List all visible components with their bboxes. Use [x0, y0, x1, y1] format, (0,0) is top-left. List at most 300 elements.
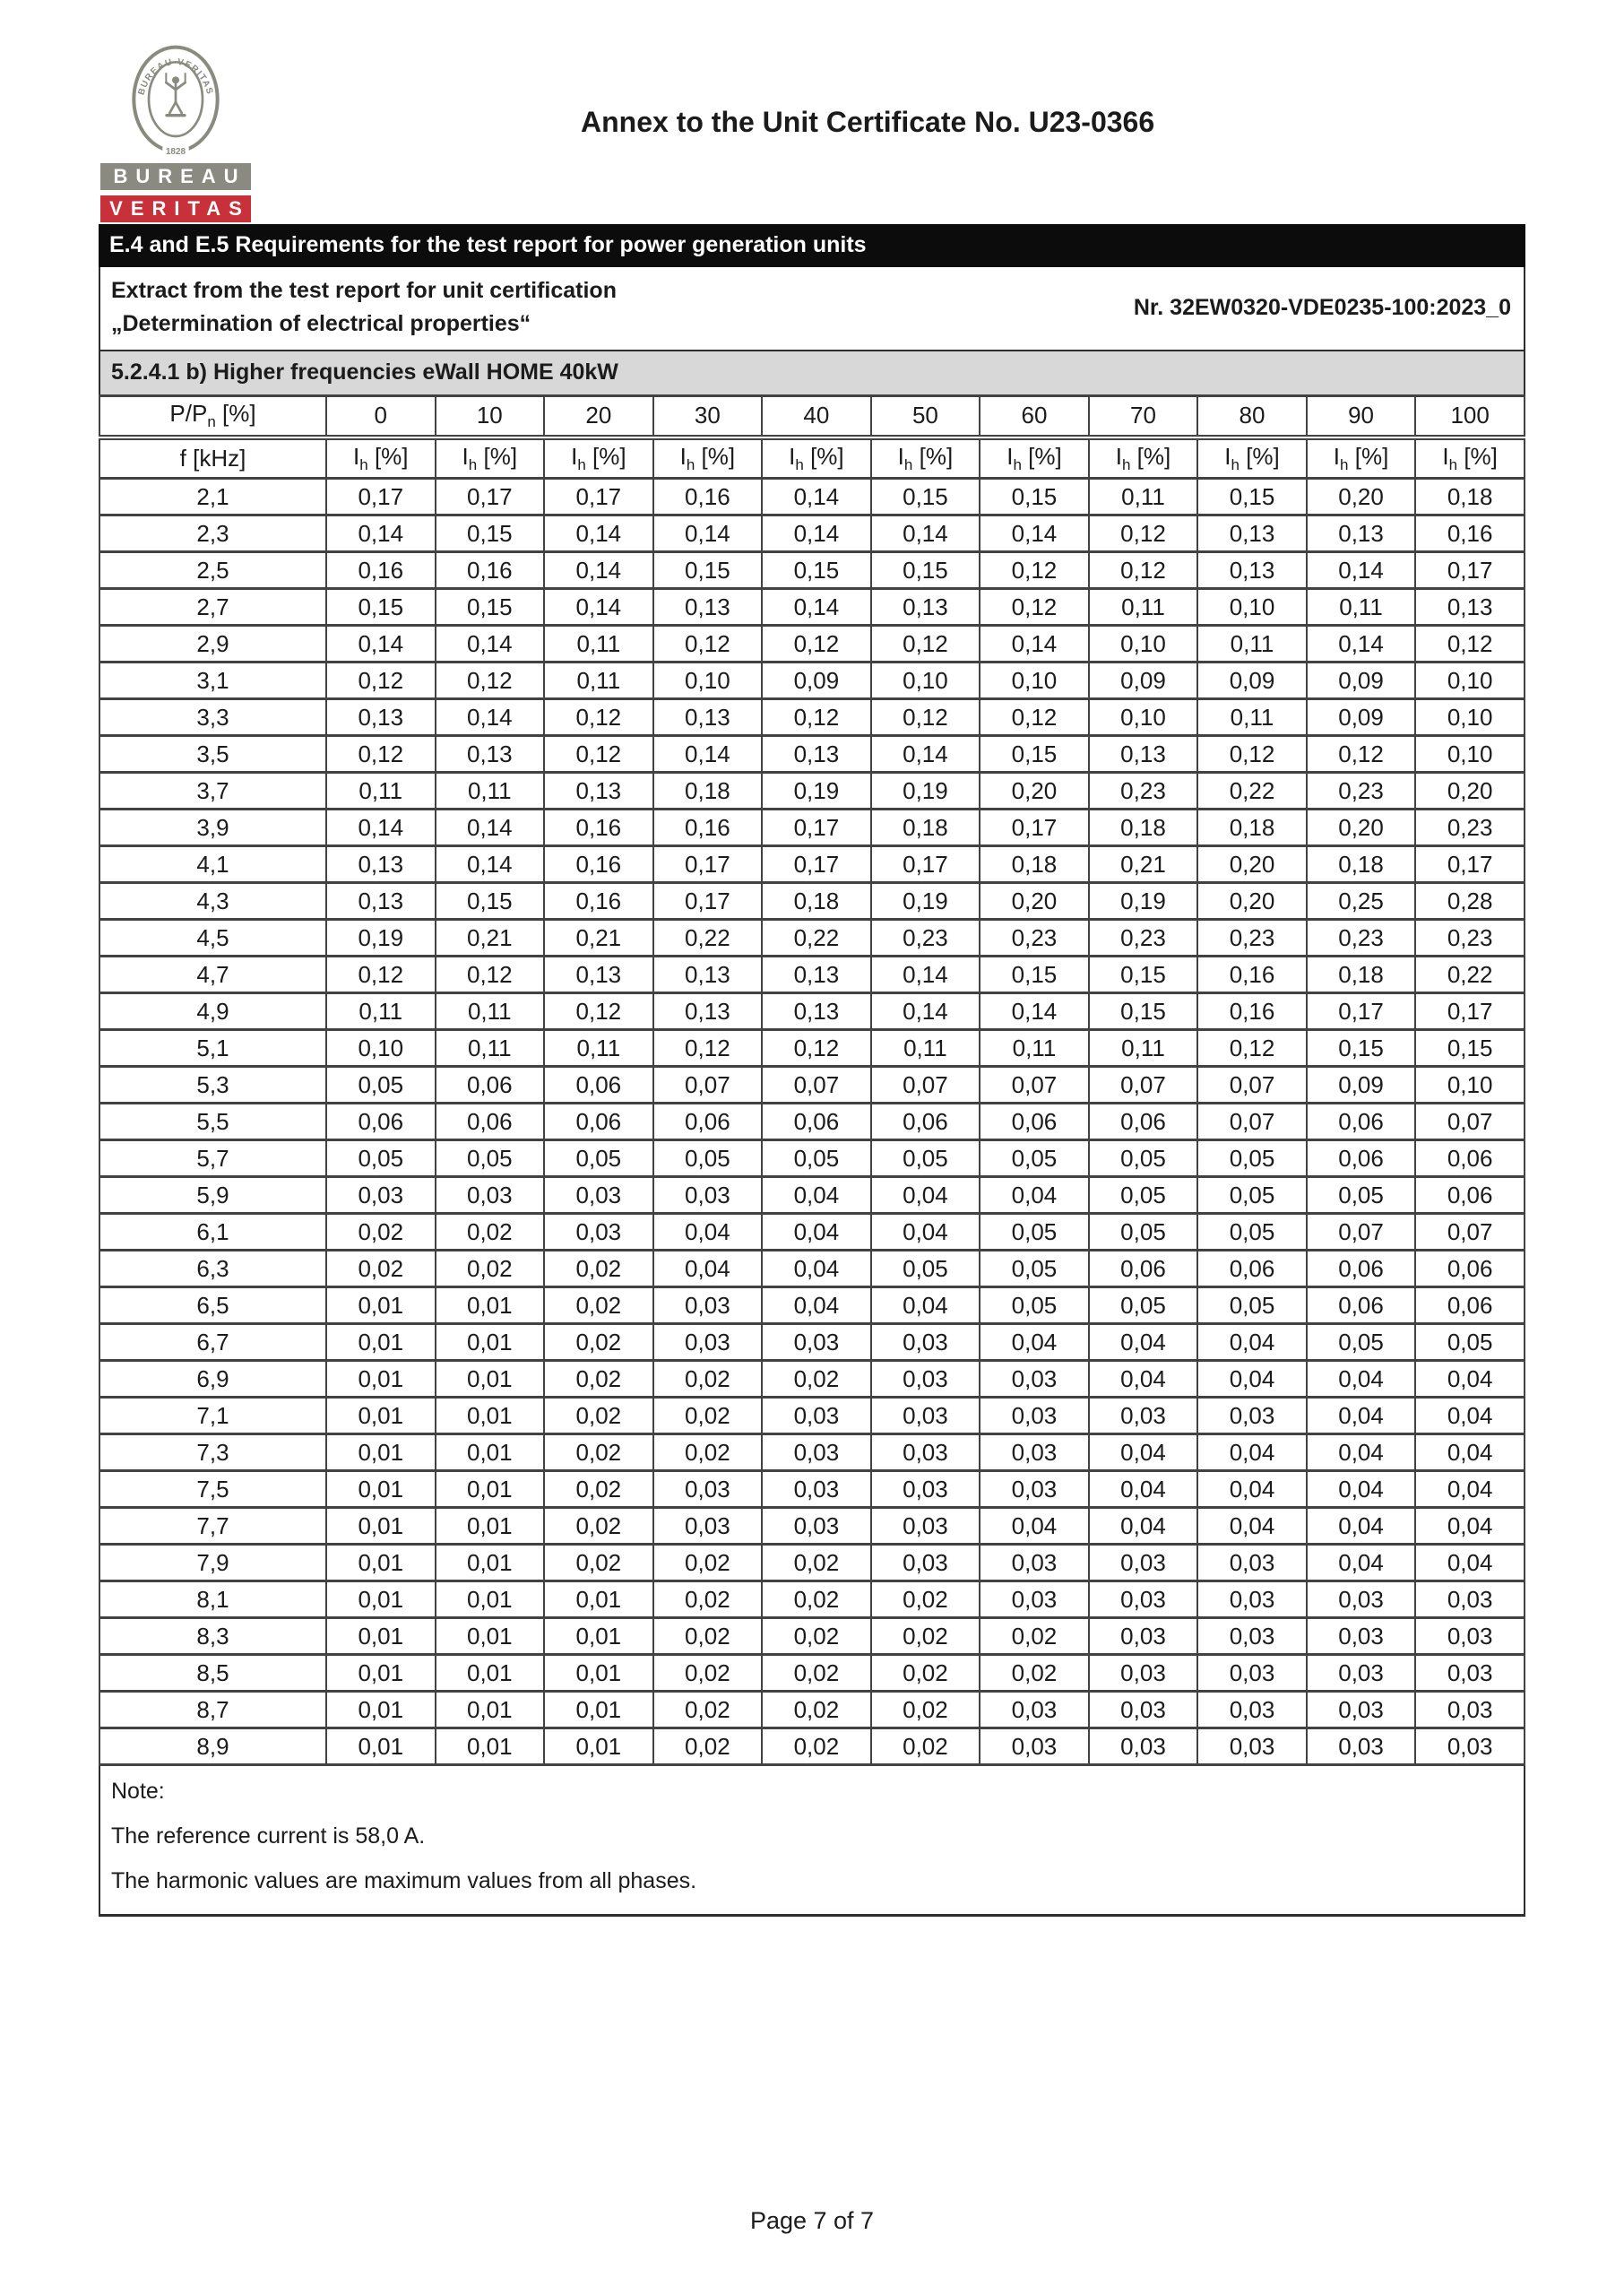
harmonic-value-cell: 0,02	[980, 1655, 1089, 1692]
note-block	[99, 1766, 1525, 1917]
harmonic-value-cell: 0,13	[653, 957, 763, 993]
harmonic-value-cell: 0,03	[1307, 1692, 1416, 1728]
harmonic-value-cell: 0,07	[1089, 1067, 1198, 1104]
harmonic-value-cell: 0,01	[436, 1471, 545, 1508]
harmonic-value-cell: 0,05	[1089, 1287, 1198, 1324]
harmonic-value-cell: 0,03	[1197, 1398, 1307, 1434]
bureau-veritas-logo	[100, 45, 251, 222]
harmonic-value-cell: 0,17	[871, 846, 980, 883]
frequency-cell: 2,1	[99, 479, 326, 515]
harmonic-value-cell: 0,15	[1089, 957, 1198, 993]
harmonic-value-cell: 0,01	[326, 1398, 436, 1434]
harmonic-value-cell: 0,03	[980, 1471, 1089, 1508]
frequency-cell: 7,5	[99, 1471, 326, 1508]
harmonic-value-cell: 0,09	[1307, 1067, 1416, 1104]
harmonic-value-cell: 0,05	[326, 1067, 436, 1104]
harmonic-value-cell: 0,11	[1197, 699, 1307, 736]
harmonic-value-cell: 0,06	[653, 1104, 763, 1140]
harmonic-value-cell: 0,21	[1089, 846, 1198, 883]
harmonic-value-cell: 0,03	[980, 1434, 1089, 1471]
harmonic-value-cell: 0,03	[871, 1508, 980, 1545]
harmonic-value-cell: 0,02	[653, 1618, 763, 1655]
table-row	[99, 626, 1525, 663]
harmonic-value-cell: 0,18	[1197, 810, 1307, 846]
extract-text	[111, 274, 617, 341]
harmonic-value-cell: 0,20	[1307, 479, 1416, 515]
harmonic-value-cell: 0,12	[653, 626, 763, 663]
harmonic-value-cell: 0,14	[762, 589, 871, 626]
harmonic-value-cell: 0,23	[1197, 920, 1307, 957]
harmonic-value-cell: 0,04	[1197, 1361, 1307, 1398]
harmonic-value-cell: 0,03	[980, 1545, 1089, 1581]
harmonic-value-cell: 0,01	[326, 1287, 436, 1324]
harmonic-value-cell: 0,04	[1089, 1471, 1198, 1508]
unit-header: $I_h$ [%]	[326, 437, 436, 479]
harmonic-value-cell: 0,12	[871, 699, 980, 736]
harmonic-value-cell: 0,04	[1089, 1508, 1198, 1545]
harmonic-value-cell: 0,10	[1415, 663, 1525, 699]
harmonic-value-cell: 0,01	[326, 1508, 436, 1545]
harmonic-value-cell: 0,10	[1415, 736, 1525, 773]
harmonic-value-cell: 0,16	[436, 552, 545, 589]
harmonic-value-cell: 0,15	[980, 479, 1089, 515]
harmonic-value-cell: 0,16	[544, 883, 653, 920]
harmonic-value-cell: 0,04	[762, 1251, 871, 1287]
harmonic-value-cell: 0,17	[326, 479, 436, 515]
table-row	[99, 957, 1525, 993]
harmonic-value-cell: 0,11	[871, 1030, 980, 1067]
harmonic-value-cell: 0,04	[1197, 1508, 1307, 1545]
harmonic-value-cell: 0,03	[1197, 1728, 1307, 1765]
harmonic-value-cell: 0,23	[1089, 920, 1198, 957]
harmonic-value-cell: 0,28	[1415, 883, 1525, 920]
report-number: Nr. 32EW0320-VDE0235-100:2023_0	[1133, 294, 1511, 320]
harmonic-value-cell: 0,12	[1197, 736, 1307, 773]
harmonic-value-cell: 0,03	[1197, 1618, 1307, 1655]
table-row	[99, 1471, 1525, 1508]
unit-header: $I_h$ [%]	[544, 437, 653, 479]
harmonic-value-cell: 0,19	[762, 773, 871, 810]
frequency-cell: 3,7	[99, 773, 326, 810]
frequency-cell: 6,7	[99, 1324, 326, 1361]
harmonic-value-cell: 0,12	[980, 552, 1089, 589]
harmonic-value-cell: 0,10	[871, 663, 980, 699]
harmonic-value-cell: 0,12	[871, 626, 980, 663]
harmonic-value-cell: 0,02	[871, 1618, 980, 1655]
harmonic-value-cell: 0,01	[326, 1581, 436, 1618]
harmonic-value-cell: 0,02	[653, 1434, 763, 1471]
emblem-arc-text: BUREAU VERITAS	[136, 56, 215, 97]
frequency-cell: 6,5	[99, 1287, 326, 1324]
harmonic-value-cell: 0,17	[762, 810, 871, 846]
harmonic-value-cell: 0,01	[436, 1508, 545, 1545]
harmonic-value-cell: 0,02	[653, 1398, 763, 1434]
harmonic-value-cell: 0,11	[436, 773, 545, 810]
power-level-header: 70	[1089, 396, 1198, 437]
frequency-cell: 8,1	[99, 1581, 326, 1618]
harmonic-value-cell: 0,01	[436, 1361, 545, 1398]
harmonic-value-cell: 0,14	[980, 515, 1089, 552]
table-row	[99, 883, 1525, 920]
harmonic-value-cell: 0,16	[544, 846, 653, 883]
harmonic-value-cell: 0,13	[762, 736, 871, 773]
harmonic-value-cell: 0,17	[653, 846, 763, 883]
harmonic-value-cell: 0,21	[544, 920, 653, 957]
harmonic-value-cell: 0,05	[653, 1140, 763, 1177]
harmonic-value-cell: 0,03	[1089, 1398, 1198, 1434]
harmonic-value-cell: 0,21	[436, 920, 545, 957]
harmonic-value-cell: 0,13	[544, 957, 653, 993]
harmonic-value-cell: 0,06	[544, 1067, 653, 1104]
harmonic-value-cell: 0,07	[1415, 1214, 1525, 1251]
harmonic-value-cell: 0,15	[980, 957, 1089, 993]
harmonic-value-cell: 0,13	[1307, 515, 1416, 552]
note-line-reference-current: The reference current is 58,0 A.	[111, 1823, 426, 1849]
harmonic-value-cell: 0,15	[326, 589, 436, 626]
harmonic-value-cell: 0,02	[544, 1471, 653, 1508]
table-row	[99, 773, 1525, 810]
harmonic-value-cell: 0,02	[762, 1618, 871, 1655]
harmonic-value-cell: 0,20	[980, 773, 1089, 810]
table-row	[99, 1434, 1525, 1471]
harmonic-value-cell: 0,06	[1415, 1287, 1525, 1324]
harmonic-value-cell: 0,07	[762, 1067, 871, 1104]
table-row	[99, 1692, 1525, 1728]
harmonic-value-cell: 0,04	[653, 1214, 763, 1251]
harmonic-value-cell: 0,04	[762, 1214, 871, 1251]
harmonic-value-cell: 0,03	[762, 1398, 871, 1434]
harmonic-value-cell: 0,14	[544, 589, 653, 626]
harmonic-value-cell: 0,02	[762, 1581, 871, 1618]
harmonic-value-cell: 0,03	[653, 1287, 763, 1324]
table-row	[99, 663, 1525, 699]
frequency-cell: 3,1	[99, 663, 326, 699]
harmonic-value-cell: 0,14	[653, 736, 763, 773]
harmonic-value-cell: 0,01	[436, 1618, 545, 1655]
harmonic-value-cell: 0,02	[871, 1728, 980, 1765]
harmonic-value-cell: 0,07	[1197, 1067, 1307, 1104]
frequency-cell: 2,7	[99, 589, 326, 626]
harmonic-value-cell: 0,14	[653, 515, 763, 552]
harmonic-value-cell: 0,06	[1415, 1140, 1525, 1177]
harmonic-value-cell: 0,16	[1197, 993, 1307, 1030]
harmonic-value-cell: 0,03	[544, 1214, 653, 1251]
unit-header: $I_h$ [%]	[1415, 437, 1525, 479]
harmonic-value-cell: 0,13	[326, 699, 436, 736]
harmonic-value-cell: 0,10	[326, 1030, 436, 1067]
table-row	[99, 515, 1525, 552]
page-title: Annex to the Unit Certificate No. U23-0366	[581, 106, 1155, 138]
unit-header: $I_h$ [%]	[653, 437, 763, 479]
harmonic-value-cell: 0,20	[1197, 883, 1307, 920]
harmonic-value-cell: 0,11	[544, 626, 653, 663]
harmonic-value-cell: 0,12	[653, 1030, 763, 1067]
harmonic-value-cell: 0,15	[1307, 1030, 1416, 1067]
harmonic-value-cell: 0,13	[871, 589, 980, 626]
harmonic-value-cell: 0,18	[1089, 810, 1198, 846]
logo-bureau-bar: BUREAU	[100, 163, 251, 190]
harmonic-value-cell: 0,09	[1197, 663, 1307, 699]
harmonic-value-cell: 0,01	[436, 1545, 545, 1581]
harmonic-value-cell: 0,17	[1415, 846, 1525, 883]
harmonic-value-cell: 0,15	[980, 736, 1089, 773]
harmonic-value-cell: 0,09	[762, 663, 871, 699]
note-title: Note:	[111, 1779, 165, 1804]
frequency-cell: 2,3	[99, 515, 326, 552]
power-level-header: 90	[1307, 396, 1416, 437]
harmonic-value-cell: 0,14	[980, 993, 1089, 1030]
harmonic-value-cell: 0,01	[326, 1618, 436, 1655]
harmonic-value-cell: 0,14	[436, 699, 545, 736]
harmonic-value-cell: 0,17	[653, 883, 763, 920]
harmonic-value-cell: 0,18	[762, 883, 871, 920]
frequency-cell: 7,7	[99, 1508, 326, 1545]
harmonic-value-cell: 0,03	[980, 1581, 1089, 1618]
harmonic-value-cell: 0,01	[326, 1728, 436, 1765]
frequency-cell: 4,9	[99, 993, 326, 1030]
harmonic-value-cell: 0,02	[436, 1214, 545, 1251]
frequency-cell: 8,7	[99, 1692, 326, 1728]
harmonic-value-cell: 0,15	[762, 552, 871, 589]
harmonic-value-cell: 0,14	[1307, 552, 1416, 589]
harmonic-value-cell: 0,18	[653, 773, 763, 810]
subsection-heading: 5.2.4.1 b) Higher frequencies eWall HOME 40kW	[99, 350, 1525, 394]
harmonic-value-cell: 0,07	[1197, 1104, 1307, 1140]
harmonic-value-cell: 0,01	[326, 1324, 436, 1361]
harmonic-value-cell: 0,11	[436, 1030, 545, 1067]
power-level-header: 30	[653, 396, 763, 437]
harmonic-value-cell: 0,05	[1307, 1177, 1416, 1214]
table-row	[99, 1251, 1525, 1287]
table-row	[99, 589, 1525, 626]
harmonic-value-cell: 0,03	[1307, 1581, 1416, 1618]
harmonic-value-cell: 0,02	[544, 1251, 653, 1287]
unit-header: $I_h$ [%]	[1197, 437, 1307, 479]
harmonic-value-cell: 0,02	[544, 1398, 653, 1434]
power-level-header: 20	[544, 396, 653, 437]
table-row	[99, 1177, 1525, 1214]
harmonic-value-cell: 0,22	[653, 920, 763, 957]
harmonic-value-cell: 0,12	[980, 589, 1089, 626]
harmonic-value-cell: 0,03	[1415, 1581, 1525, 1618]
harmonic-value-cell: 0,15	[436, 589, 545, 626]
harmonic-value-cell: 0,10	[980, 663, 1089, 699]
harmonic-value-cell: 0,05	[436, 1140, 545, 1177]
harmonic-value-cell: 0,12	[980, 699, 1089, 736]
harmonic-value-cell: 0,16	[653, 479, 763, 515]
harmonic-value-cell: 0,02	[653, 1545, 763, 1581]
harmonic-value-cell: 0,23	[1089, 773, 1198, 810]
harmonic-value-cell: 0,14	[762, 515, 871, 552]
harmonics-table-head	[99, 396, 1525, 479]
frequency-cell: 8,5	[99, 1655, 326, 1692]
harmonic-value-cell: 0,04	[980, 1177, 1089, 1214]
harmonic-value-cell: 0,06	[1307, 1140, 1416, 1177]
harmonic-value-cell: 0,13	[653, 699, 763, 736]
harmonic-value-cell: 0,04	[980, 1324, 1089, 1361]
harmonic-value-cell: 0,04	[1307, 1508, 1416, 1545]
harmonic-value-cell: 0,12	[1415, 626, 1525, 663]
harmonic-value-cell: 0,10	[1415, 1067, 1525, 1104]
power-level-header: 50	[871, 396, 980, 437]
harmonic-value-cell: 0,12	[1089, 515, 1198, 552]
harmonic-value-cell: 0,18	[1307, 846, 1416, 883]
harmonic-value-cell: 0,12	[436, 663, 545, 699]
harmonic-value-cell: 0,04	[980, 1508, 1089, 1545]
harmonic-value-cell: 0,20	[1307, 810, 1416, 846]
harmonic-value-cell: 0,05	[980, 1251, 1089, 1287]
harmonic-value-cell: 0,03	[871, 1324, 980, 1361]
harmonic-value-cell: 0,14	[436, 810, 545, 846]
harmonic-value-cell: 0,22	[762, 920, 871, 957]
harmonic-value-cell: 0,05	[980, 1214, 1089, 1251]
harmonic-value-cell: 0,15	[436, 515, 545, 552]
unit-header: $I_h$ [%]	[1089, 437, 1198, 479]
harmonic-value-cell: 0,14	[326, 515, 436, 552]
harmonic-value-cell: 0,14	[436, 626, 545, 663]
harmonic-value-cell: 0,06	[1307, 1251, 1416, 1287]
harmonic-value-cell: 0,04	[1415, 1508, 1525, 1545]
harmonic-value-cell: 0,12	[326, 663, 436, 699]
harmonic-value-cell: 0,06	[436, 1104, 545, 1140]
harmonic-value-cell: 0,03	[980, 1398, 1089, 1434]
harmonic-value-cell: 0,04	[1415, 1361, 1525, 1398]
table-row	[99, 810, 1525, 846]
harmonic-value-cell: 0,17	[980, 810, 1089, 846]
power-level-header: 60	[980, 396, 1089, 437]
harmonic-value-cell: 0,16	[544, 810, 653, 846]
table-row	[99, 699, 1525, 736]
harmonic-value-cell: 0,01	[326, 1471, 436, 1508]
harmonic-value-cell: 0,10	[653, 663, 763, 699]
harmonic-value-cell: 0,02	[436, 1251, 545, 1287]
harmonic-value-cell: 0,19	[1089, 883, 1198, 920]
extract-line1: Extract from the test report for unit certification	[111, 278, 617, 303]
harmonic-value-cell: 0,01	[544, 1655, 653, 1692]
harmonic-value-cell: 0,15	[871, 552, 980, 589]
harmonic-value-cell: 0,13	[762, 957, 871, 993]
harmonic-value-cell: 0,19	[871, 773, 980, 810]
harmonic-value-cell: 0,05	[1197, 1140, 1307, 1177]
table-row	[99, 1287, 1525, 1324]
harmonic-value-cell: 0,16	[1415, 515, 1525, 552]
harmonic-value-cell: 0,03	[1089, 1545, 1198, 1581]
harmonic-value-cell: 0,03	[1307, 1618, 1416, 1655]
harmonic-value-cell: 0,03	[1307, 1655, 1416, 1692]
harmonic-value-cell: 0,04	[762, 1287, 871, 1324]
harmonic-value-cell: 0,15	[436, 883, 545, 920]
power-level-header: 0	[326, 396, 436, 437]
harmonic-value-cell: 0,16	[326, 552, 436, 589]
harmonic-value-cell: 0,13	[1197, 515, 1307, 552]
harmonic-value-cell: 0,14	[1307, 626, 1416, 663]
harmonic-value-cell: 0,02	[653, 1361, 763, 1398]
harmonic-value-cell: 0,04	[1197, 1471, 1307, 1508]
emblem-year: 1828	[165, 147, 186, 156]
harmonic-value-cell: 0,03	[1415, 1728, 1525, 1765]
harmonic-value-cell: 0,02	[762, 1692, 871, 1728]
harmonic-value-cell: 0,03	[980, 1361, 1089, 1398]
harmonic-value-cell: 0,23	[980, 920, 1089, 957]
table-row	[99, 1398, 1525, 1434]
harmonic-value-cell: 0,03	[1089, 1581, 1198, 1618]
harmonic-value-cell: 0,04	[1197, 1324, 1307, 1361]
table-row	[99, 1508, 1525, 1545]
frequency-cell: 5,5	[99, 1104, 326, 1140]
frequency-cell: 3,9	[99, 810, 326, 846]
harmonic-value-cell: 0,06	[1415, 1251, 1525, 1287]
frequency-cell: 4,7	[99, 957, 326, 993]
frequency-cell: 5,3	[99, 1067, 326, 1104]
harmonic-value-cell: 0,07	[1307, 1214, 1416, 1251]
harmonic-value-cell: 0,06	[980, 1104, 1089, 1140]
harmonic-value-cell: 0,03	[653, 1324, 763, 1361]
harmonic-value-cell: 0,23	[871, 920, 980, 957]
frequency-cell: 4,5	[99, 920, 326, 957]
harmonic-value-cell: 0,03	[1415, 1618, 1525, 1655]
harmonic-value-cell: 0,17	[1307, 993, 1416, 1030]
table-row	[99, 1140, 1525, 1177]
harmonic-value-cell: 0,01	[436, 1655, 545, 1692]
harmonic-value-cell: 0,03	[653, 1471, 763, 1508]
harmonic-value-cell: 0,05	[1197, 1177, 1307, 1214]
harmonic-value-cell: 0,07	[871, 1067, 980, 1104]
harmonic-value-cell: 0,13	[326, 846, 436, 883]
harmonic-value-cell: 0,06	[1197, 1251, 1307, 1287]
harmonic-value-cell: 0,14	[544, 552, 653, 589]
harmonic-value-cell: 0,03	[326, 1177, 436, 1214]
harmonic-value-cell: 0,16	[653, 810, 763, 846]
harmonic-value-cell: 0,12	[544, 993, 653, 1030]
harmonic-value-cell: 0,01	[326, 1361, 436, 1398]
harmonic-value-cell: 0,13	[653, 589, 763, 626]
harmonic-value-cell: 0,12	[1197, 1030, 1307, 1067]
frequency-cell: 8,9	[99, 1728, 326, 1765]
harmonic-value-cell: 0,02	[871, 1581, 980, 1618]
harmonic-value-cell: 0,02	[544, 1545, 653, 1581]
page-footer: Page 7 of 7	[749, 2207, 875, 2234]
harmonic-value-cell: 0,15	[1197, 479, 1307, 515]
harmonic-value-cell: 0,03	[1197, 1655, 1307, 1692]
frequency-cell: 3,5	[99, 736, 326, 773]
harmonic-value-cell: 0,13	[436, 736, 545, 773]
harmonic-value-cell: 0,14	[871, 736, 980, 773]
harmonic-value-cell: 0,03	[1307, 1728, 1416, 1765]
harmonic-value-cell: 0,06	[326, 1104, 436, 1140]
harmonic-value-cell: 0,03	[1089, 1692, 1198, 1728]
harmonic-value-cell: 0,23	[1307, 920, 1416, 957]
harmonic-value-cell: 0,02	[871, 1692, 980, 1728]
harmonic-value-cell: 0,01	[436, 1324, 545, 1361]
table-row	[99, 552, 1525, 589]
harmonic-value-cell: 0,17	[1415, 552, 1525, 589]
harmonic-value-cell: 0,15	[871, 479, 980, 515]
harmonic-value-cell: 0,04	[1197, 1434, 1307, 1471]
harmonic-value-cell: 0,14	[544, 515, 653, 552]
frequency-cell: 6,1	[99, 1214, 326, 1251]
harmonic-value-cell: 0,02	[653, 1655, 763, 1692]
table-row	[99, 479, 1525, 515]
harmonic-value-cell: 0,04	[871, 1287, 980, 1324]
harmonic-value-cell: 0,05	[980, 1140, 1089, 1177]
harmonic-value-cell: 0,06	[871, 1104, 980, 1140]
frequency-cell: 6,9	[99, 1361, 326, 1398]
frequency-cell: 7,3	[99, 1434, 326, 1471]
harmonic-value-cell: 0,01	[326, 1545, 436, 1581]
harmonic-value-cell: 0,16	[1197, 957, 1307, 993]
frequency-cell: 7,1	[99, 1398, 326, 1434]
unit-header: $I_h$ [%]	[871, 437, 980, 479]
